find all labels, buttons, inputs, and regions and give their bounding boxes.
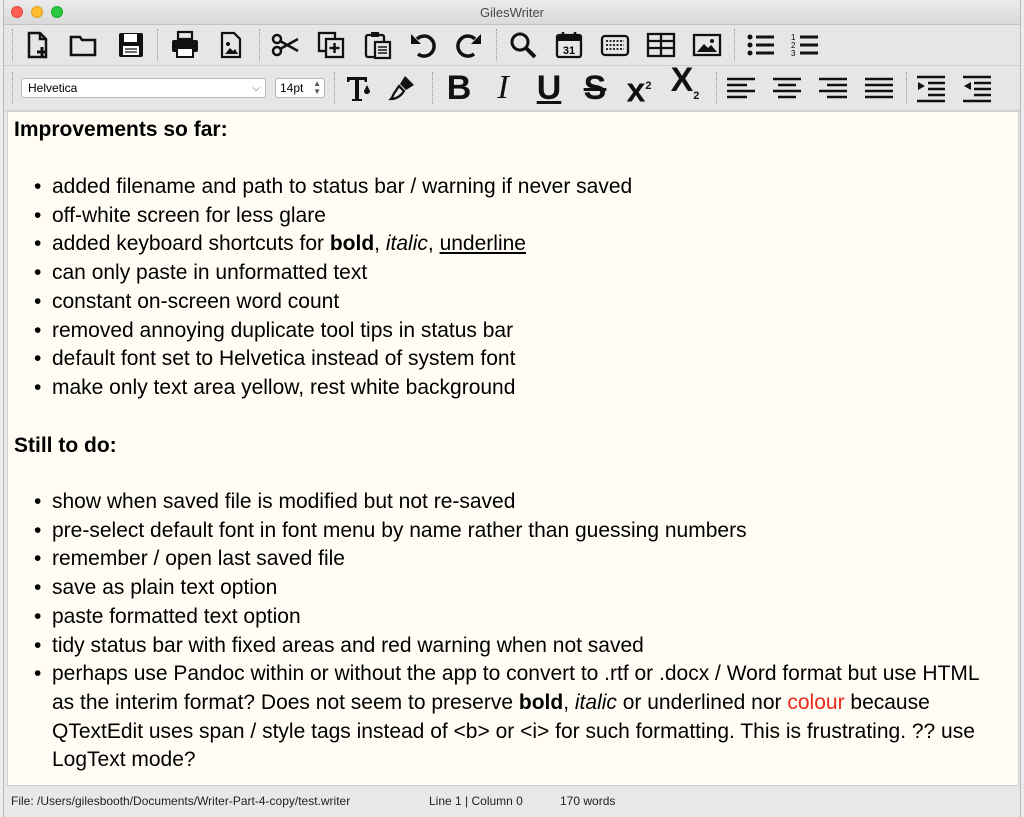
- align-right-icon: [818, 73, 848, 103]
- clipboard-icon: [363, 30, 393, 60]
- underline-icon: U: [536, 69, 562, 107]
- cut-button[interactable]: [268, 29, 302, 61]
- floppy-disk-icon: [116, 30, 146, 60]
- clock-display-icon: [600, 30, 630, 60]
- undo-icon: [408, 30, 438, 60]
- list-item: • added filename and path to status bar / warning if never saved: [8, 173, 992, 202]
- insert-time-button[interactable]: [598, 29, 632, 61]
- stepper-icon: ▲ ▼: [313, 79, 321, 96]
- list-item: • default font set to Helvetica instead of system font: [8, 345, 992, 374]
- list-item: • removed annoying duplicate tool tips in status bar: [8, 317, 992, 346]
- list-item: • tidy status bar with fixed areas and red warning when not saved: [8, 632, 992, 661]
- bold-icon: B: [446, 69, 472, 107]
- list-item: • paste formatted text option: [8, 603, 992, 632]
- svg-text:2: 2: [791, 41, 796, 50]
- font-size-select[interactable]: [275, 78, 325, 98]
- superscript-button[interactable]: [622, 71, 656, 110]
- strikethrough-icon: S: [583, 69, 607, 107]
- list-item: • remember / open last saved file: [8, 545, 992, 574]
- list-item-text: added keyboard shortcuts for: [52, 232, 330, 256]
- list-item: • constant on-screen word count: [8, 288, 992, 317]
- insert-image-button[interactable]: [690, 29, 724, 61]
- heading-improvements: Improvements so far:: [14, 118, 228, 141]
- image-icon: [692, 30, 722, 60]
- outdent-icon: [962, 73, 992, 103]
- document-image-icon: [216, 30, 246, 60]
- underline-text: underline: [439, 232, 526, 256]
- list-item: • save as plain text option: [8, 574, 992, 603]
- bold-text: bold: [518, 690, 564, 714]
- insert-date-button[interactable]: [552, 29, 586, 61]
- status-word-count: 170 words: [560, 794, 616, 808]
- app-window: [3, 0, 1021, 817]
- clear-format-button[interactable]: [342, 72, 376, 104]
- list-item-text: perhaps use Pandoc within or without the app to convert to .rtf or .docx / Word format but use HTML as the interim format? Does not seem to preserve: [52, 662, 979, 714]
- indent-button[interactable]: [914, 72, 948, 104]
- comma-text: ,: [374, 232, 381, 256]
- toolbar-separator: [12, 72, 13, 104]
- align-center-icon: [772, 73, 802, 103]
- subscript-icon: [670, 61, 700, 111]
- outdent-button[interactable]: [960, 72, 994, 104]
- list-item: • off-white screen for less glare: [8, 202, 992, 231]
- superscript-mark: 2: [645, 79, 652, 92]
- scissors-icon: [270, 30, 300, 60]
- underline-button[interactable]: [532, 69, 566, 107]
- new-document-button[interactable]: [20, 29, 54, 61]
- superscript-icon: [626, 71, 652, 110]
- print-button[interactable]: [168, 29, 202, 61]
- font-family-value: Helvetica: [28, 81, 78, 95]
- list-item: [8, 230, 992, 259]
- justify-icon: [864, 73, 894, 103]
- italic-icon: I: [497, 69, 509, 106]
- list-item: • make only text area yellow, rest white background: [8, 374, 992, 403]
- main-toolbar: [4, 25, 1020, 66]
- new-document-icon: [22, 30, 52, 60]
- find-button[interactable]: [506, 29, 540, 61]
- comma-text: ,: [563, 690, 570, 714]
- subscript-letter: X: [670, 61, 694, 100]
- toolbar-separator: [157, 29, 158, 61]
- todo-list: [8, 488, 992, 775]
- magnifier-icon: [508, 30, 538, 60]
- italic-button[interactable]: [486, 69, 520, 106]
- redo-button[interactable]: [452, 29, 486, 61]
- list-item: • can only paste in unformatted text: [8, 259, 992, 288]
- numbered-list-button[interactable]: [788, 29, 822, 61]
- font-family-select[interactable]: [21, 78, 266, 98]
- format-toolbar: [4, 61, 1020, 111]
- calendar-icon: [554, 30, 584, 60]
- heading-still-to-do: Still to do:: [14, 434, 117, 457]
- toolbar-separator: [716, 72, 717, 104]
- bold-text: bold: [329, 232, 375, 256]
- toolbar-separator: [906, 72, 907, 104]
- strikethrough-button[interactable]: [578, 69, 612, 107]
- copy-icon: [316, 30, 346, 60]
- improvements-list: [8, 173, 992, 403]
- status-cursor-position: Line 1 | Column 0: [429, 794, 523, 808]
- align-left-icon: [726, 73, 756, 103]
- colour-text: colour: [787, 690, 845, 714]
- numbered-list-icon: [790, 30, 820, 60]
- justify-button[interactable]: [862, 72, 896, 104]
- svg-text:1: 1: [791, 33, 796, 42]
- svg-text:3: 3: [791, 49, 796, 58]
- toolbar-separator: [259, 29, 260, 61]
- superscript-letter: x: [626, 71, 646, 110]
- toolbar-separator: [12, 29, 13, 61]
- toolbar-separator: [432, 72, 433, 104]
- table-icon: [646, 30, 676, 60]
- list-item-text: or underlined nor: [616, 690, 788, 714]
- subscript-button[interactable]: [668, 61, 702, 104]
- bullet-list-icon: [746, 30, 776, 60]
- comma-text: ,: [427, 232, 434, 256]
- list-item: [8, 660, 992, 775]
- align-center-button[interactable]: [770, 72, 804, 104]
- text-format-icon: [344, 73, 374, 103]
- paste-button[interactable]: [361, 29, 395, 61]
- list-item-text: because QTextEdit uses span / style tags instead of <b> or <i> for such formatting. This is frustrating. ?? use LogText mode?: [52, 690, 975, 772]
- copy-button[interactable]: [314, 29, 348, 61]
- printer-icon: [170, 30, 200, 60]
- paint-brush-icon: [388, 73, 418, 103]
- undo-button[interactable]: [406, 29, 440, 61]
- italic-text: italic: [574, 690, 617, 714]
- open-folder-button[interactable]: [66, 29, 100, 61]
- indent-icon: [916, 73, 946, 103]
- redo-icon: [454, 30, 484, 60]
- export-image-button[interactable]: [214, 29, 248, 61]
- svg-text:31: 31: [562, 45, 576, 57]
- align-left-button[interactable]: [724, 72, 758, 104]
- status-file-path: File: /Users/gilesbooth/Documents/Writer-Part-4-copy/test.writer: [11, 794, 351, 808]
- font-size-value: 14pt: [280, 81, 304, 95]
- subscript-mark: 2: [693, 89, 700, 102]
- text-color-button[interactable]: [386, 72, 420, 104]
- save-button[interactable]: [114, 29, 148, 61]
- bullet-list-button[interactable]: [744, 29, 778, 61]
- window-title: GilesWriter: [479, 5, 545, 20]
- bold-button[interactable]: [442, 69, 476, 107]
- status-bar: [4, 787, 1020, 817]
- list-item: • show when saved file is modified but not re-saved: [8, 488, 992, 517]
- toolbar-separator: [334, 72, 335, 104]
- toolbar-separator: [496, 29, 497, 61]
- title-bar: [4, 0, 1020, 25]
- align-right-button[interactable]: [816, 72, 850, 104]
- text-editor[interactable]: [7, 111, 1019, 786]
- list-item: • pre-select default font in font menu by name rather than guessing numbers: [8, 517, 992, 546]
- toolbar-separator: [734, 29, 735, 61]
- chevron-down-icon: ⌵: [252, 83, 260, 94]
- italic-text: italic: [385, 232, 428, 256]
- insert-table-button[interactable]: [644, 29, 678, 61]
- folder-icon: [68, 30, 98, 60]
